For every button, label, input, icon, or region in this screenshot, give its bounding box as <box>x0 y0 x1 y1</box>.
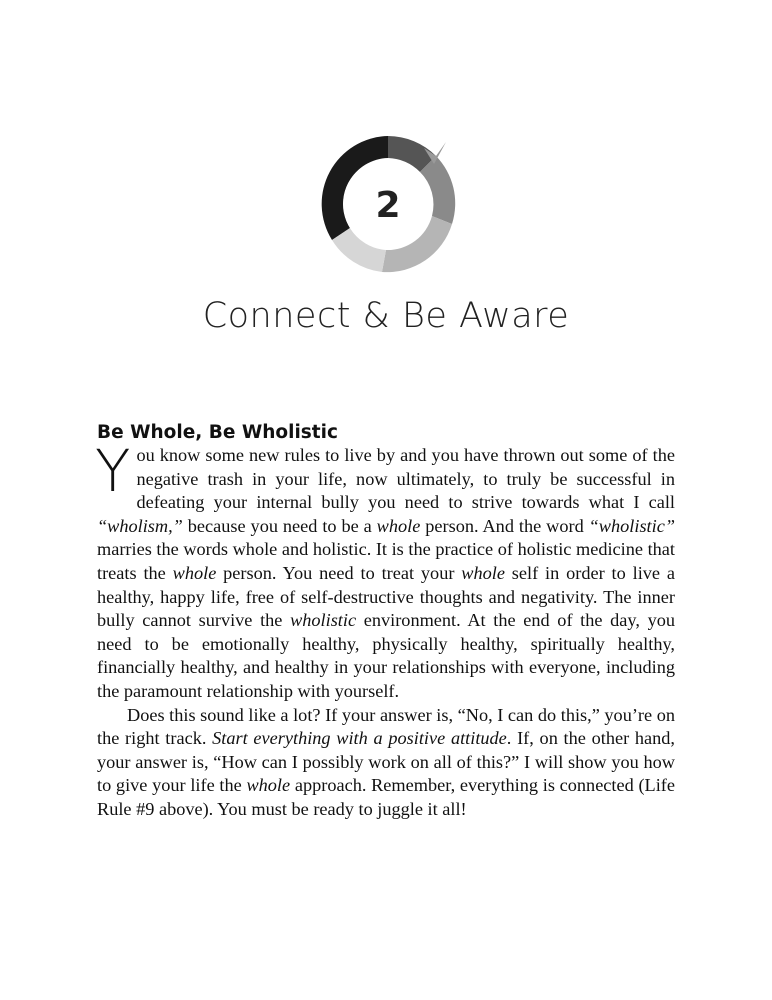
text-run: . If, on the other hand, your answer is, “How can I possibly work on all of this?” I will show you how to give your life the <box>97 728 675 796</box>
text-run: environment. At the end of the day, you need to be emotionally healthy, physically healthy, spiritually healthy, financially healthy, and healthy in your relationships with everyone, including the paramount relationship with yourself. <box>97 610 676 701</box>
text-run: because you need to be a <box>182 515 377 536</box>
emphasis: “wholistic” <box>588 515 675 536</box>
chapter-number: 2 <box>375 185 401 226</box>
emphasis: whole <box>461 562 505 583</box>
chapter-title: Connect & Be Aware <box>202 296 570 336</box>
text-run: person. And the word <box>420 515 589 536</box>
text-run: marries the words whole and holistic. It is the practice of holistic medicine that treats the <box>97 539 675 583</box>
emphasis: Start everything with a positive attitude <box>212 728 507 749</box>
drop-cap: Y <box>95 437 131 505</box>
emphasis: “wholism,” <box>97 515 183 536</box>
chapter-badge <box>312 128 464 280</box>
text-run: person. You need to treat your <box>216 562 462 583</box>
text-run: ou know some new rules to live by and you have thrown out some of the negative trash in your life, now ultimately, to truly be successful in defeating your internal bully you need to strive towards what I call <box>136 445 675 513</box>
paragraph-2 <box>97 704 675 822</box>
chapter-body <box>97 422 675 822</box>
text-run: Does this sound like a lot? If your answer is, “No, I can do this,” you’re on the right track. <box>97 704 675 749</box>
chapter-ring-graphic <box>312 128 464 280</box>
emphasis: whole <box>172 562 217 583</box>
text-run: approach. Remember, everything is connected (Life Rule #9 above). You must be ready to juggle it all! <box>97 775 675 819</box>
paragraph-1 <box>95 437 676 704</box>
text-run: self in order to live a healthy, happy life, free of self-destructive thoughts and negativity. The inner bully cannot survive the <box>97 562 675 631</box>
emphasis: whole <box>246 775 291 796</box>
section-heading: Be Whole, Be Wholistic <box>97 422 338 443</box>
emphasis: whole <box>376 515 421 536</box>
emphasis: wholistic <box>290 610 357 631</box>
